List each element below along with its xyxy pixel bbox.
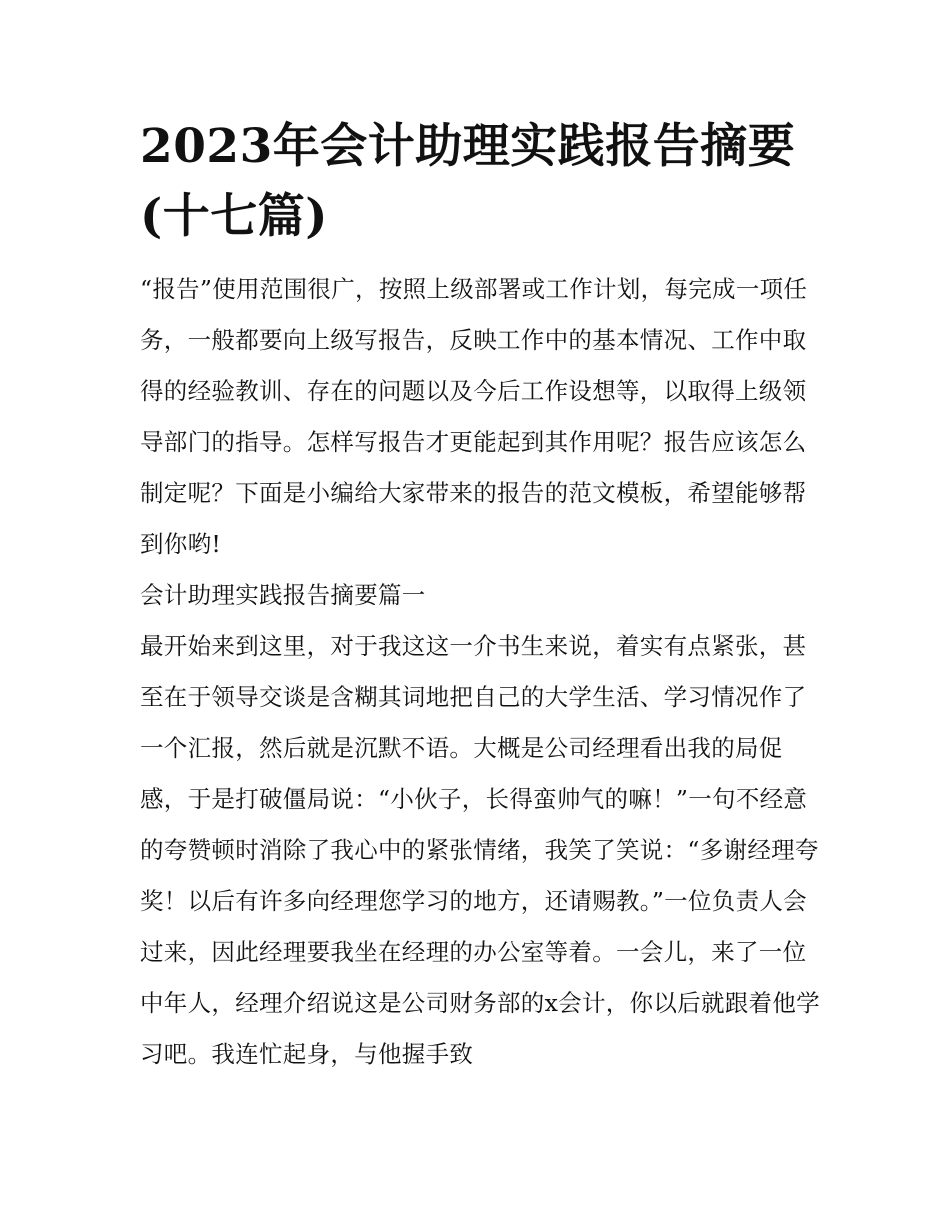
document-content (140, 112, 820, 1080)
section-body-paragraph: 最开始来到这里，对于我这这一介书生来说，着实有点紧张，甚至在于领导交谈是含糊其词地把自己的大学生活、学习情况作了一个汇报，然后就是沉默不语。大概是公司经理看出我的局促感，于是打破僵局说：“小伙子，长得蛮帅气的嘛！”一句不经意的夸赞顿时消除了我心中的紧张情绪，我笑了笑说：“多谢经理夸奖！以后有许多向经理您学习的地方，还请赐教。”一位负责人会过来，因此经理要我坐在经理的办公室等着。一会儿，来了一位中年人，经理介绍说这是公司财务部的x会计，你以后就跟着他学习吧。我连忙起身，与他握手致 (140, 632, 820, 1068)
section-heading: 会计助理实践报告摘要篇一 (140, 581, 426, 609)
document-title: 2023年会计助理实践报告摘要(十七篇) (140, 119, 796, 244)
intro-paragraph: “报告”使用范围很广，按照上级部署或工作计划，每完成一项任务，一般都要向上级写报告，反映工作中的基本情况、工作中取得的经验教训、存在的问题以及今后工作设想等，以取得上级领导部门的指导。怎样写报告才更能起到其作用呢？报告应该怎么制定呢？下面是小编给大家带来的报告的范文模板，希望能够帮到你哟! (140, 275, 808, 558)
